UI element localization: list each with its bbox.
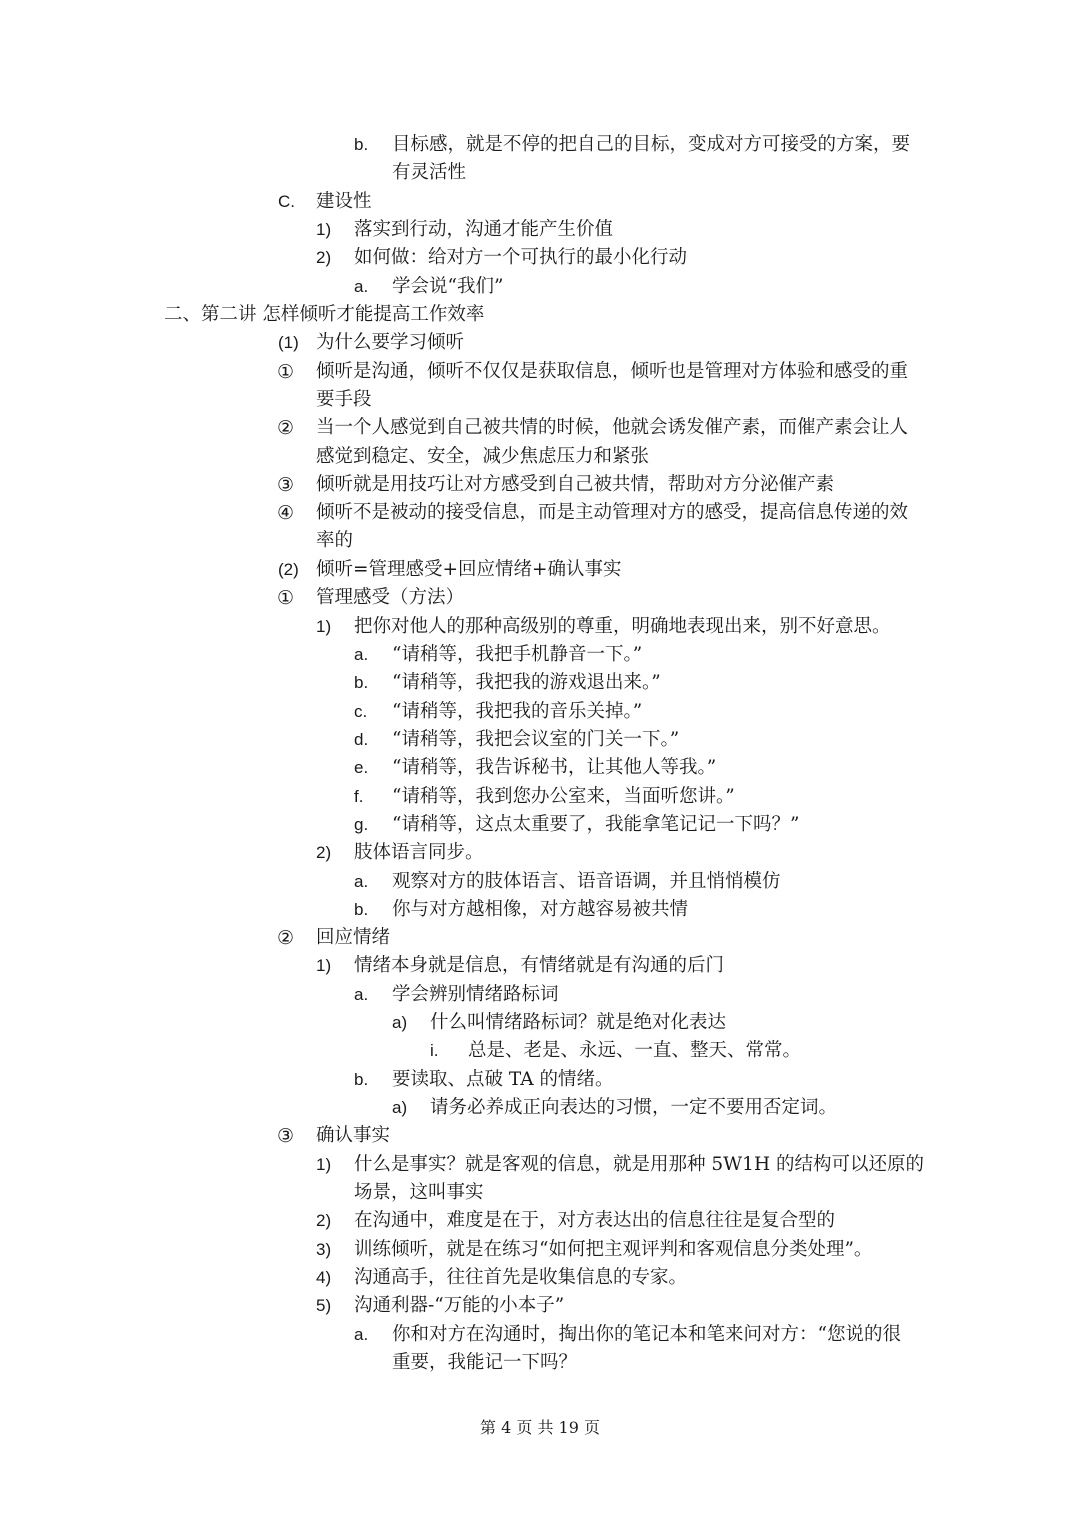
list-item-text: “请稍等，我把会议室的门关一下。” [392,729,680,750]
list-item-text: 请务必养成正向表达的习惯，一定不要用否定词。 [430,1097,838,1118]
list-item-text: “请稍等，我把我的游戏退出来。” [392,672,661,693]
list-marker: a. [354,985,369,1004]
page-footer: 第 4 页 共 19 页 [480,1418,600,1437]
list-marker: d. [354,730,369,749]
list-marker: ① [277,361,295,383]
list-item-text: 确认事实 [316,1125,391,1146]
list-marker: 1) [316,617,332,636]
list-marker: 5) [316,1296,332,1315]
list-item-text: 场景，这叫事实 [354,1182,484,1203]
list-item-text: 落实到行动，沟通才能产生价值 [354,219,614,240]
list-marker: ① [277,587,295,609]
list-marker: ④ [277,502,295,524]
list-item-text: 回应情绪 [316,927,391,948]
list-item-text: “请稍等，这点太重要了，我能拿笔记记一下吗？” [392,814,800,835]
list-item-text: 为什么要学习倾听 [316,332,465,353]
list-item-text: “请稍等，我把手机静音一下。” [392,644,643,665]
list-marker: 1) [316,1155,332,1174]
list-marker: b. [354,135,369,154]
list-item-text: 肢体语言同步。 [354,842,484,863]
list-item-text: 有灵活性 [392,162,467,183]
list-marker: 2) [316,1211,332,1230]
list-marker: a) [392,1013,408,1032]
list-item-text: 重要，我能记一下吗？ [392,1352,578,1373]
list-marker: (2) [278,560,299,579]
list-marker: a) [392,1098,408,1117]
list-marker: g. [354,815,369,834]
list-item-text: 沟通利器-“万能的小本子” [354,1295,565,1316]
list-item-text: 管理感受（方法） [316,587,465,608]
list-marker: 2) [316,843,332,862]
list-item-text: “请稍等，我把我的音乐关掉。” [392,701,643,722]
list-item-text: 倾听就是用技巧让对方感受到自己被共情，帮助对方分泌催产素 [316,474,835,495]
list-marker: a. [354,277,369,296]
list-item-text: 建设性 [316,191,372,212]
list-marker: 1) [316,220,332,239]
list-item-text: 倾听是沟通，倾听不仅仅是获取信息，倾听也是管理对方体验和感受的重 [316,361,909,382]
list-item-text: 学会说“我们” [392,276,504,297]
list-marker: a. [354,1325,369,1344]
list-item-text: 你与对方越相像，对方越容易被共情 [392,899,689,920]
list-item-text: 训练倾听，就是在练习“如何把主观评判和客观信息分类处理”。 [354,1239,873,1260]
list-item-text: 把你对他人的那种高级别的尊重，明确地表现出来，别不好意思。 [354,616,891,637]
list-item-text: “请稍等，我到您办公室来，当面听您讲。” [392,786,735,807]
list-marker: 4) [316,1268,332,1287]
list-item-text: 在沟通中，难度是在于，对方表达出的信息往往是复合型的 [354,1210,836,1231]
list-item-text: 沟通高手，往往首先是收集信息的专家。 [354,1267,688,1288]
list-item-text: 什么叫情绪路标词？就是绝对化表达 [430,1012,727,1033]
list-item-text: 感觉到稳定、安全，减少焦虑压力和紧张 [316,446,650,467]
list-marker: e. [354,758,369,777]
list-item-text: 你和对方在沟通时，掏出你的笔记本和笔来问对方：“您说的很 [392,1324,901,1345]
list-item-text: 倾听=管理感受+回应情绪+确认事实 [316,559,622,580]
list-marker: b. [354,900,369,919]
section-heading: 二、第二讲 怎样倾听才能提高工作效率 [164,304,485,325]
list-item-text: 要读取、点破 TA 的情绪。 [392,1069,614,1090]
list-marker: (1) [278,333,299,352]
list-marker: a. [354,645,369,664]
list-marker: 2) [316,248,332,267]
list-item-text: “请稍等，我告诉秘书，让其他人等我。” [392,757,717,778]
list-item-text: 倾听不是被动的接受信息，而是主动管理对方的感受，提高信息传递的效 [316,502,909,523]
list-marker: ③ [277,1125,295,1147]
list-item-text: 率的 [316,530,354,551]
list-item-text: 要手段 [316,389,372,410]
list-marker: b. [354,1070,369,1089]
list-marker: i. [430,1041,439,1060]
list-item-text: 如何做：给对方一个可执行的最小化行动 [354,247,688,268]
list-marker: 1) [316,956,332,975]
list-marker: b. [354,673,369,692]
list-item-text: 观察对方的肢体语言、语音语调，并且悄悄模仿 [392,871,781,892]
list-marker: c. [354,702,368,721]
list-item-text: 什么是事实？就是客观的信息，就是用那种 5W1H 的结构可以还原的 [354,1154,924,1175]
list-marker: ② [277,417,295,439]
list-item-text: 目标感，就是不停的把自己的目标，变成对方可接受的方案，要 [392,134,911,155]
list-marker: ③ [277,474,295,496]
list-item-text: 当一个人感觉到自己被共情的时候，他就会诱发催产素，而催产素会让人 [316,417,909,438]
list-item-text: 总是、老是、永远、一直、整天、常常。 [468,1040,802,1061]
list-item-text: 情绪本身就是信息，有情绪就是有沟通的后门 [354,955,725,976]
list-marker: a. [354,872,369,891]
list-marker: C. [278,192,295,211]
list-marker: ② [277,927,295,949]
list-marker: 3) [316,1240,332,1259]
list-item-text: 学会辨别情绪路标词 [392,984,559,1005]
list-marker: f. [354,787,364,806]
